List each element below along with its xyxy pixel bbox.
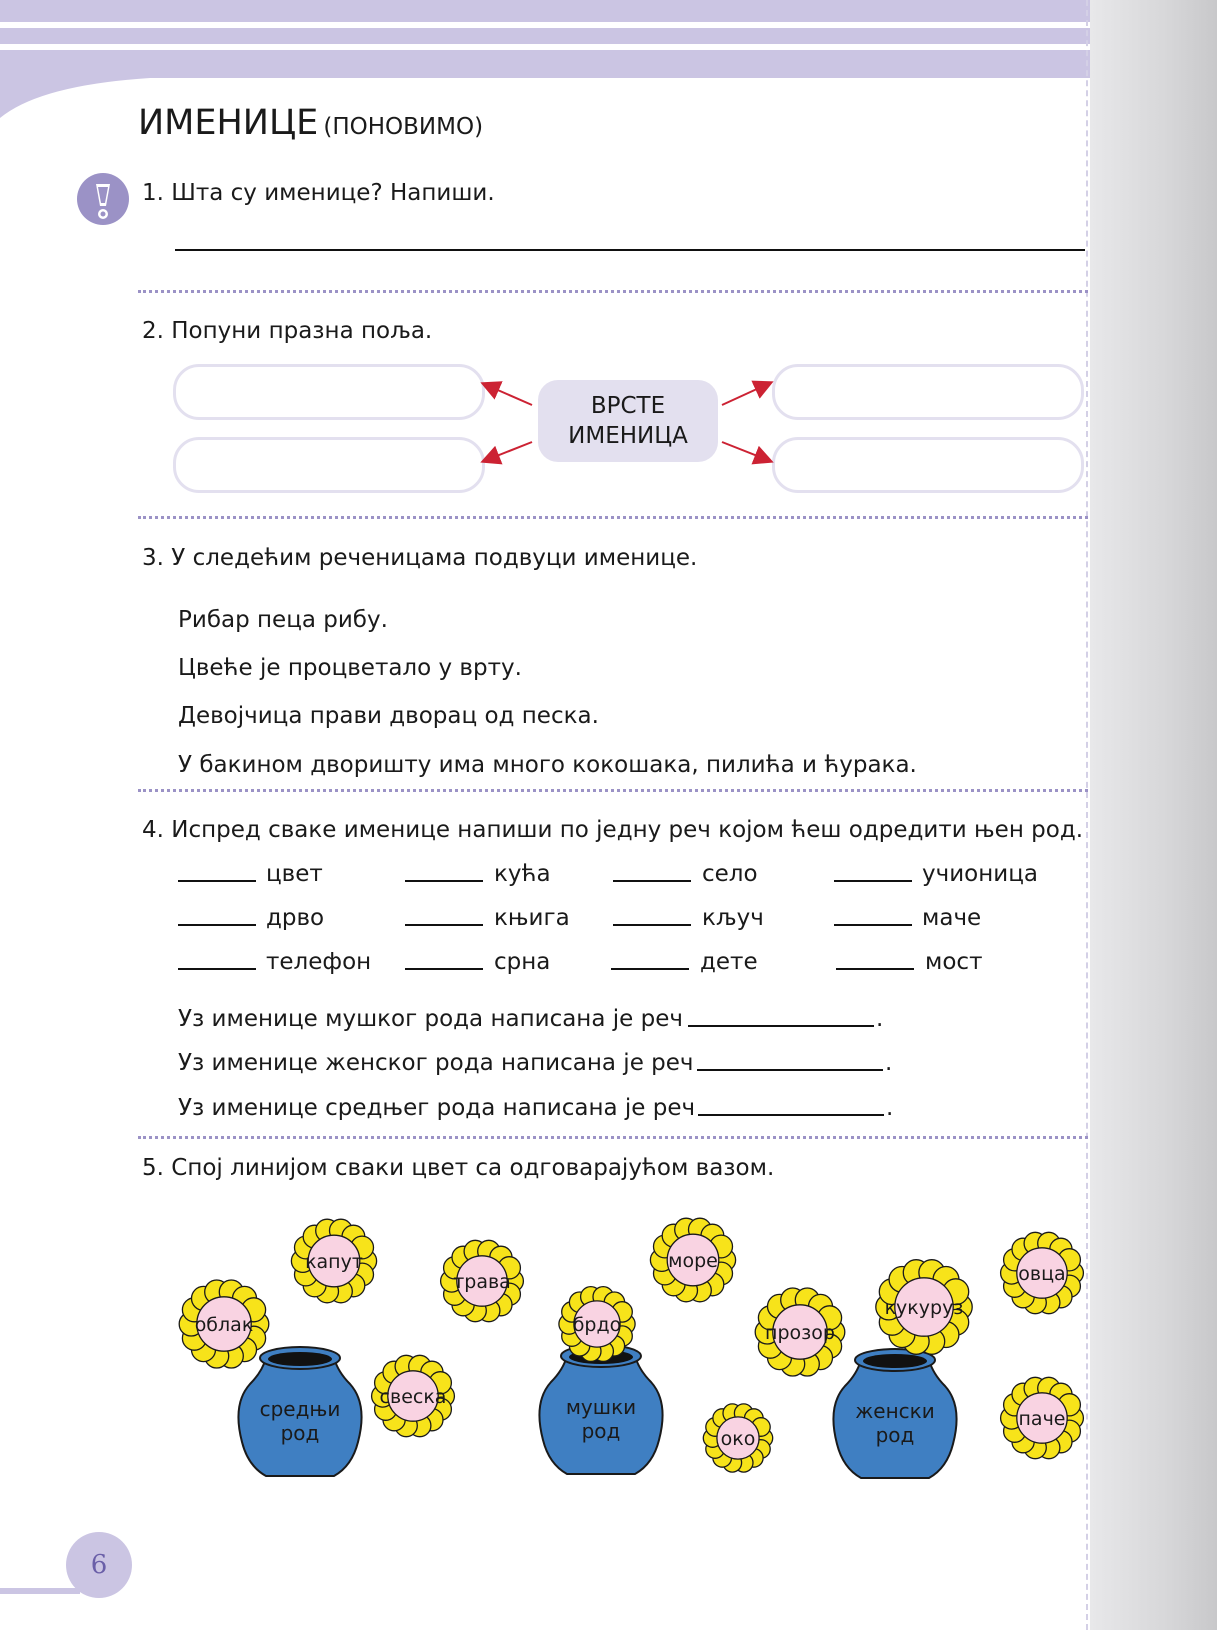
flower-6[interactable] — [650, 1218, 735, 1302]
sentence-1[interactable]: Рибар пеца рибу. — [178, 607, 388, 633]
flower-5[interactable] — [559, 1287, 635, 1362]
flower-label-1: облак — [194, 1314, 254, 1336]
flower-label-6: море — [668, 1250, 718, 1272]
noun-types-line-1: ВРСТЕ — [590, 393, 666, 419]
vase-label-1-1: средњи — [259, 1397, 341, 1421]
exclamation-icon — [76, 172, 130, 226]
flower-7[interactable] — [755, 1288, 845, 1376]
statement-masculine: Уз именице мушког рода написана је реч — [178, 1006, 683, 1032]
vase-label-2-1: мушки — [565, 1395, 637, 1419]
flower-8[interactable] — [876, 1260, 972, 1355]
vase-label-3-1: женски — [855, 1399, 935, 1423]
arrows — [470, 370, 790, 470]
flower-label-4: свеска — [379, 1386, 447, 1408]
blank-r2-c4[interactable] — [834, 924, 912, 926]
statement-neuter: Уз именице средњег рода написана је реч — [178, 1095, 696, 1121]
vase-2[interactable] — [539, 1345, 662, 1474]
flower-3[interactable] — [441, 1240, 524, 1321]
arrow-bottom-right — [722, 442, 770, 461]
noun-r2-c1: дрво — [266, 905, 325, 931]
noun-r1-c4: учионица — [922, 861, 1038, 887]
fill-box-top-right[interactable] — [772, 364, 1084, 420]
divider-1 — [138, 290, 1088, 293]
sentence-3[interactable]: Девојчица прави дворац од песка. — [178, 703, 599, 729]
blank-neuter[interactable] — [698, 1114, 884, 1116]
divider-3 — [138, 789, 1088, 792]
divider-2 — [138, 516, 1088, 519]
blank-r2-c1[interactable] — [178, 924, 256, 926]
vase-3[interactable] — [833, 1349, 956, 1478]
flower-10[interactable] — [703, 1404, 772, 1472]
arrow-top-left — [484, 384, 532, 405]
noun-r1-c3: село — [702, 861, 758, 887]
task3-text: 3. У следећим реченицама подвуци именице. — [142, 545, 698, 571]
noun-r2-c2: књига — [494, 905, 570, 931]
blank-r2-c3[interactable] — [613, 924, 691, 926]
flower-label-11: паче — [1018, 1408, 1066, 1430]
page-number: 6 — [90, 1550, 108, 1580]
blank-r2-c2[interactable] — [405, 924, 483, 926]
blank-r1-c2[interactable] — [405, 880, 483, 882]
vase-1[interactable] — [238, 1347, 361, 1476]
noun-types-line-2: ИМЕНИЦА — [568, 423, 688, 449]
blank-r1-c1[interactable] — [178, 880, 256, 882]
page-edge — [1090, 0, 1217, 1630]
task1-answer-line[interactable] — [175, 249, 1085, 251]
task5-text: 5. Спој линијом сваки цвет са одговарајућом вазом. — [142, 1155, 775, 1181]
blank-r3-c3[interactable] — [611, 968, 689, 970]
blank-r3-c4[interactable] — [836, 968, 914, 970]
noun-r3-c4: мост — [925, 949, 983, 975]
task1-text: 1. Шта су именице? Напиши. — [142, 180, 495, 206]
blank-feminine[interactable] — [697, 1069, 883, 1071]
title-main: ИМЕНИЦЕ — [138, 103, 319, 143]
statement-feminine: Уз именице женског рода написана је реч — [178, 1050, 694, 1076]
period-neuter: . — [886, 1095, 894, 1121]
divider-4 — [138, 1136, 1088, 1139]
blank-r3-c2[interactable] — [405, 968, 483, 970]
page-number-bubble — [0, 1588, 80, 1594]
task2-text: 2. Попуни празна поља. — [142, 318, 433, 344]
flower-2[interactable] — [291, 1219, 376, 1303]
flower-4[interactable] — [372, 1355, 455, 1436]
flower-label-3: трава — [453, 1271, 511, 1293]
vase-label-2-2: род — [581, 1419, 621, 1443]
noun-r3-c1: телефон — [266, 949, 372, 975]
title-sub: (ПОНОВИМО) — [323, 114, 484, 140]
noun-r2-c3: кључ — [702, 905, 764, 931]
page-title — [138, 103, 483, 143]
flower-label-5: брдо — [572, 1314, 622, 1336]
vase-label-3-2: род — [875, 1423, 915, 1447]
blank-r1-c4[interactable] — [834, 880, 912, 882]
page-number-circle — [66, 1532, 132, 1598]
blank-r3-c1[interactable] — [178, 968, 256, 970]
flower-label-7: прозор — [765, 1322, 835, 1344]
noun-r3-c3: дете — [700, 949, 758, 975]
noun-r3-c2: срна — [494, 949, 551, 975]
period-feminine: . — [885, 1050, 893, 1076]
noun-r1-c2: кућа — [494, 861, 551, 887]
flower-label-2: капут — [305, 1251, 363, 1273]
flower-11[interactable] — [1001, 1377, 1084, 1458]
task4-text: 4. Испред сваке именице напиши по једну реч којом ћеш одредити њен род. — [142, 817, 1084, 843]
flower-9[interactable] — [1001, 1232, 1084, 1313]
vase-label-1-2: род — [280, 1421, 320, 1445]
noun-r2-c4: маче — [922, 905, 982, 931]
sentence-4[interactable]: У бакином дворишту има много кокошака, пилића и ћурака. — [178, 752, 917, 778]
fill-box-top-left[interactable] — [173, 364, 485, 420]
period-masculine: . — [876, 1006, 884, 1032]
arrow-top-right — [722, 383, 770, 405]
flowers-vases-area — [0, 1180, 1090, 1510]
blank-masculine[interactable] — [688, 1025, 874, 1027]
fill-box-bottom-right[interactable] — [772, 437, 1084, 493]
sentence-2[interactable]: Цвеће је процветало у врту. — [178, 655, 522, 681]
arrow-bottom-left — [484, 442, 532, 461]
flower-1[interactable] — [179, 1280, 269, 1368]
flower-label-10: око — [720, 1428, 756, 1450]
flower-label-9: овца — [1018, 1263, 1066, 1285]
flower-label-8: кукуруз — [884, 1297, 964, 1319]
blank-r1-c3[interactable] — [613, 880, 691, 882]
noun-r1-c1: цвет — [266, 861, 323, 887]
fill-box-bottom-left[interactable] — [173, 437, 485, 493]
